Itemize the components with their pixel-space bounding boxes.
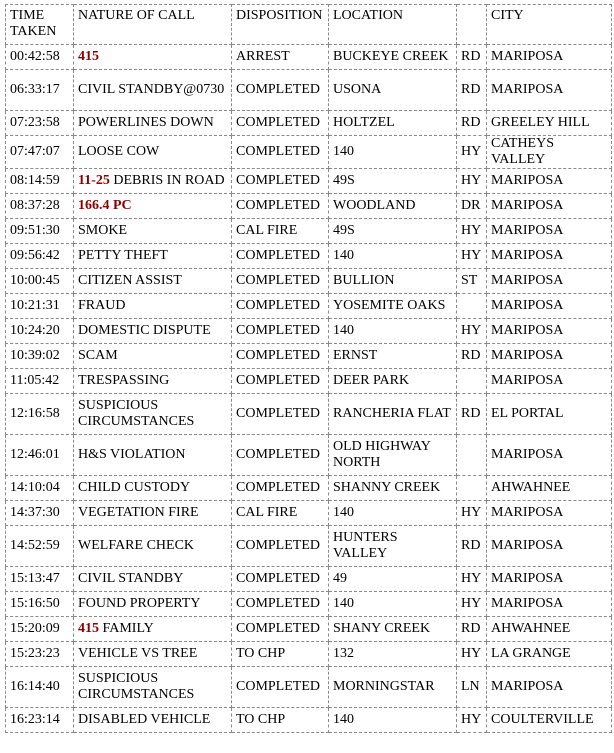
cell-time: 09:56:42 [6, 244, 74, 269]
cell-city: MARIPOSA [487, 435, 612, 476]
table-row [6, 642, 612, 667]
call-nature-text: FAMILY [102, 621, 154, 636]
cell-nature [74, 45, 232, 70]
call-nature-text: PETTY THEFT [78, 248, 168, 263]
table-row [6, 45, 612, 70]
table-row [6, 111, 612, 136]
cell-nature [74, 476, 232, 501]
cell-time: 16:23:14 [6, 708, 74, 733]
cell-location: BULLION [329, 269, 457, 294]
cell-street-suffix: RD [457, 344, 487, 369]
cell-city: MARIPOSA [487, 45, 612, 70]
cell-location: YOSEMITE OAKS [329, 294, 457, 319]
table-row [6, 136, 612, 169]
cell-city: AHWAHNEE [487, 476, 612, 501]
call-code: 415 [78, 621, 99, 636]
cell-city: COULTERVILLE [487, 708, 612, 733]
cell-disposition: COMPLETED [232, 369, 329, 394]
cell-city: AHWAHNEE [487, 617, 612, 642]
cell-time: 12:16:58 [6, 394, 74, 435]
cell-disposition: COMPLETED [232, 526, 329, 567]
cell-disposition: CAL FIRE [232, 501, 329, 526]
call-nature-text: CITIZEN ASSIST [78, 273, 182, 288]
cell-time: 09:51:30 [6, 219, 74, 244]
table-row [6, 567, 612, 592]
cell-location: SHANY CREEK [329, 617, 457, 642]
cell-disposition: COMPLETED [232, 169, 329, 194]
cell-city: MARIPOSA [487, 344, 612, 369]
cell-time: 07:23:58 [6, 111, 74, 136]
call-nature-text: H&S VIOLATION [78, 447, 186, 462]
cell-disposition: COMPLETED [232, 567, 329, 592]
table-row [6, 592, 612, 617]
cell-disposition: COMPLETED [232, 435, 329, 476]
table-row [6, 501, 612, 526]
cell-time: 16:14:40 [6, 667, 74, 708]
table-row [6, 369, 612, 394]
call-nature-text: DEBRIS IN ROAD [113, 173, 225, 188]
call-nature-text: SUSPICIOUS CIRCUMSTANCES [78, 398, 195, 429]
call-code: 415 [78, 49, 99, 64]
cell-disposition: COMPLETED [232, 667, 329, 708]
cell-location: 49 [329, 567, 457, 592]
cell-nature [74, 567, 232, 592]
cell-location: ERNST [329, 344, 457, 369]
cell-city: MARIPOSA [487, 244, 612, 269]
cell-city: MARIPOSA [487, 567, 612, 592]
call-log-table [5, 4, 612, 733]
cell-time: 10:21:31 [6, 294, 74, 319]
cell-street-suffix: RD [457, 70, 487, 111]
cell-time: 08:37:28 [6, 194, 74, 219]
cell-city: MARIPOSA [487, 319, 612, 344]
cell-disposition: COMPLETED [232, 394, 329, 435]
table-row [6, 244, 612, 269]
cell-street-suffix [457, 476, 487, 501]
cell-time: 14:10:04 [6, 476, 74, 501]
cell-nature [74, 344, 232, 369]
table-row [6, 394, 612, 435]
cell-street-suffix: DR [457, 194, 487, 219]
cell-nature [74, 667, 232, 708]
column-header-time: TIME TAKEN [6, 5, 74, 45]
column-header-location: LOCATION [329, 5, 457, 45]
table-row [6, 70, 612, 111]
cell-city: MARIPOSA [487, 169, 612, 194]
cell-city: EL PORTAL [487, 394, 612, 435]
cell-nature [74, 435, 232, 476]
table-row [6, 194, 612, 219]
cell-street-suffix: HY [457, 169, 487, 194]
table-row [6, 476, 612, 501]
cell-nature [74, 369, 232, 394]
cell-time: 10:24:20 [6, 319, 74, 344]
cell-street-suffix: HY [457, 319, 487, 344]
cell-city: MARIPOSA [487, 369, 612, 394]
call-nature-text: LOOSE COW [78, 144, 160, 159]
cell-nature [74, 501, 232, 526]
cell-disposition: COMPLETED [232, 319, 329, 344]
cell-time: 15:23:23 [6, 642, 74, 667]
table-row [6, 219, 612, 244]
table-row [6, 294, 612, 319]
cell-disposition: COMPLETED [232, 244, 329, 269]
column-header-city: CITY [487, 5, 612, 45]
cell-street-suffix: HY [457, 592, 487, 617]
cell-time: 12:46:01 [6, 435, 74, 476]
cell-time: 15:16:50 [6, 592, 74, 617]
cell-street-suffix [457, 435, 487, 476]
table-row [6, 617, 612, 642]
cell-nature [74, 708, 232, 733]
cell-city: MARIPOSA [487, 592, 612, 617]
cell-disposition: COMPLETED [232, 70, 329, 111]
cell-nature [74, 136, 232, 169]
table-row [6, 319, 612, 344]
cell-city: MARIPOSA [487, 501, 612, 526]
call-nature-text: CIVIL STANDBY [78, 571, 184, 586]
cell-location: 140 [329, 592, 457, 617]
call-nature-text: CHILD CUSTODY [78, 480, 191, 495]
cell-city: MARIPOSA [487, 667, 612, 708]
call-nature-text: SMOKE [78, 223, 128, 238]
cell-disposition: COMPLETED [232, 617, 329, 642]
cell-disposition: CAL FIRE [232, 219, 329, 244]
cell-location: SHANNY CREEK [329, 476, 457, 501]
column-header-nature: NATURE OF CALL [74, 5, 232, 45]
cell-street-suffix [457, 369, 487, 394]
call-nature-text: VEGETATION FIRE [78, 505, 199, 520]
cell-disposition: COMPLETED [232, 194, 329, 219]
cell-location: WOODLAND [329, 194, 457, 219]
column-header-disposition: DISPOSITION [232, 5, 329, 45]
cell-nature [74, 70, 232, 111]
cell-location: RANCHERIA FLAT [329, 394, 457, 435]
cell-disposition: COMPLETED [232, 111, 329, 136]
cell-time: 10:39:02 [6, 344, 74, 369]
cell-street-suffix [457, 294, 487, 319]
cell-location: HOLTZEL [329, 111, 457, 136]
cell-location: 140 [329, 136, 457, 169]
cell-street-suffix: RD [457, 394, 487, 435]
cell-street-suffix: HY [457, 244, 487, 269]
cell-time: 08:14:59 [6, 169, 74, 194]
cell-time: 06:33:17 [6, 70, 74, 111]
cell-location: 140 [329, 501, 457, 526]
cell-street-suffix: LN [457, 667, 487, 708]
header-row [6, 5, 612, 45]
cell-nature [74, 169, 232, 194]
cell-nature [74, 526, 232, 567]
cell-location: HUNTERS VALLEY [329, 526, 457, 567]
table-row [6, 667, 612, 708]
cell-city: MARIPOSA [487, 219, 612, 244]
cell-city: MARIPOSA [487, 269, 612, 294]
cell-time: 15:13:47 [6, 567, 74, 592]
cell-nature [74, 269, 232, 294]
cell-city: MARIPOSA [487, 294, 612, 319]
table-row [6, 169, 612, 194]
cell-nature [74, 244, 232, 269]
call-nature-text: FRAUD [78, 298, 126, 313]
cell-nature [74, 642, 232, 667]
table-row [6, 269, 612, 294]
call-nature-text: FOUND PROPERTY [78, 596, 201, 611]
call-nature-text: SCAM [78, 348, 118, 363]
cell-location: 132 [329, 642, 457, 667]
cell-disposition: COMPLETED [232, 136, 329, 169]
call-log-body [6, 45, 612, 733]
cell-location: 49S [329, 169, 457, 194]
cell-nature [74, 219, 232, 244]
call-nature-text: DOMESTIC DISPUTE [78, 323, 211, 338]
cell-time: 15:20:09 [6, 617, 74, 642]
cell-time: 10:00:45 [6, 269, 74, 294]
cell-street-suffix: RD [457, 111, 487, 136]
call-nature-text: DISABLED VEHICLE [78, 712, 211, 727]
cell-nature [74, 592, 232, 617]
cell-time: 14:52:59 [6, 526, 74, 567]
cell-street-suffix: HY [457, 136, 487, 169]
cell-time: 14:37:30 [6, 501, 74, 526]
call-nature-text: TRESPASSING [78, 373, 170, 388]
cell-nature [74, 194, 232, 219]
cell-street-suffix: RD [457, 45, 487, 70]
cell-location: 140 [329, 708, 457, 733]
cell-location: 140 [329, 244, 457, 269]
cell-nature [74, 617, 232, 642]
cell-city: GREELEY HILL [487, 111, 612, 136]
cell-disposition: COMPLETED [232, 294, 329, 319]
cell-disposition: TO CHP [232, 708, 329, 733]
call-code: 11-25 [78, 173, 110, 188]
table-row [6, 435, 612, 476]
call-code: 166.4 PC [78, 198, 132, 213]
cell-nature [74, 319, 232, 344]
cell-location: 140 [329, 319, 457, 344]
cell-street-suffix: RD [457, 617, 487, 642]
table-row [6, 708, 612, 733]
cell-location: 49S [329, 219, 457, 244]
call-nature-text: VEHICLE VS TREE [78, 646, 198, 661]
cell-city: LA GRANGE [487, 642, 612, 667]
table-row [6, 526, 612, 567]
cell-disposition: COMPLETED [232, 476, 329, 501]
cell-time: 07:47:07 [6, 136, 74, 169]
cell-street-suffix: HY [457, 501, 487, 526]
cell-disposition: COMPLETED [232, 592, 329, 617]
cell-location: MORNINGSTAR [329, 667, 457, 708]
call-nature-text: SUSPICIOUS CIRCUMSTANCES [78, 671, 195, 702]
cell-street-suffix: ST [457, 269, 487, 294]
cell-disposition: TO CHP [232, 642, 329, 667]
cell-nature [74, 111, 232, 136]
call-nature-text: CIVIL STANDBY@0730 [78, 82, 225, 97]
cell-street-suffix: RD [457, 526, 487, 567]
cell-nature [74, 394, 232, 435]
cell-disposition: COMPLETED [232, 269, 329, 294]
cell-city: CATHEYS VALLEY [487, 136, 612, 169]
cell-street-suffix: HY [457, 642, 487, 667]
call-nature-text: WELFARE CHECK [78, 538, 195, 553]
cell-city: MARIPOSA [487, 526, 612, 567]
cell-location: DEER PARK [329, 369, 457, 394]
cell-street-suffix: HY [457, 708, 487, 733]
cell-nature [74, 294, 232, 319]
cell-location: BUCKEYE CREEK [329, 45, 457, 70]
call-nature-text: POWERLINES DOWN [78, 115, 214, 130]
cell-disposition: COMPLETED [232, 344, 329, 369]
cell-time: 11:05:42 [6, 369, 74, 394]
cell-street-suffix: HY [457, 219, 487, 244]
table-row [6, 344, 612, 369]
cell-street-suffix: HY [457, 567, 487, 592]
column-header-suffix [457, 5, 487, 45]
cell-location: USONA [329, 70, 457, 111]
cell-time: 00:42:58 [6, 45, 74, 70]
cell-location: OLD HIGHWAY NORTH [329, 435, 457, 476]
cell-city: MARIPOSA [487, 70, 612, 111]
cell-disposition: ARREST [232, 45, 329, 70]
cell-city: MARIPOSA [487, 194, 612, 219]
